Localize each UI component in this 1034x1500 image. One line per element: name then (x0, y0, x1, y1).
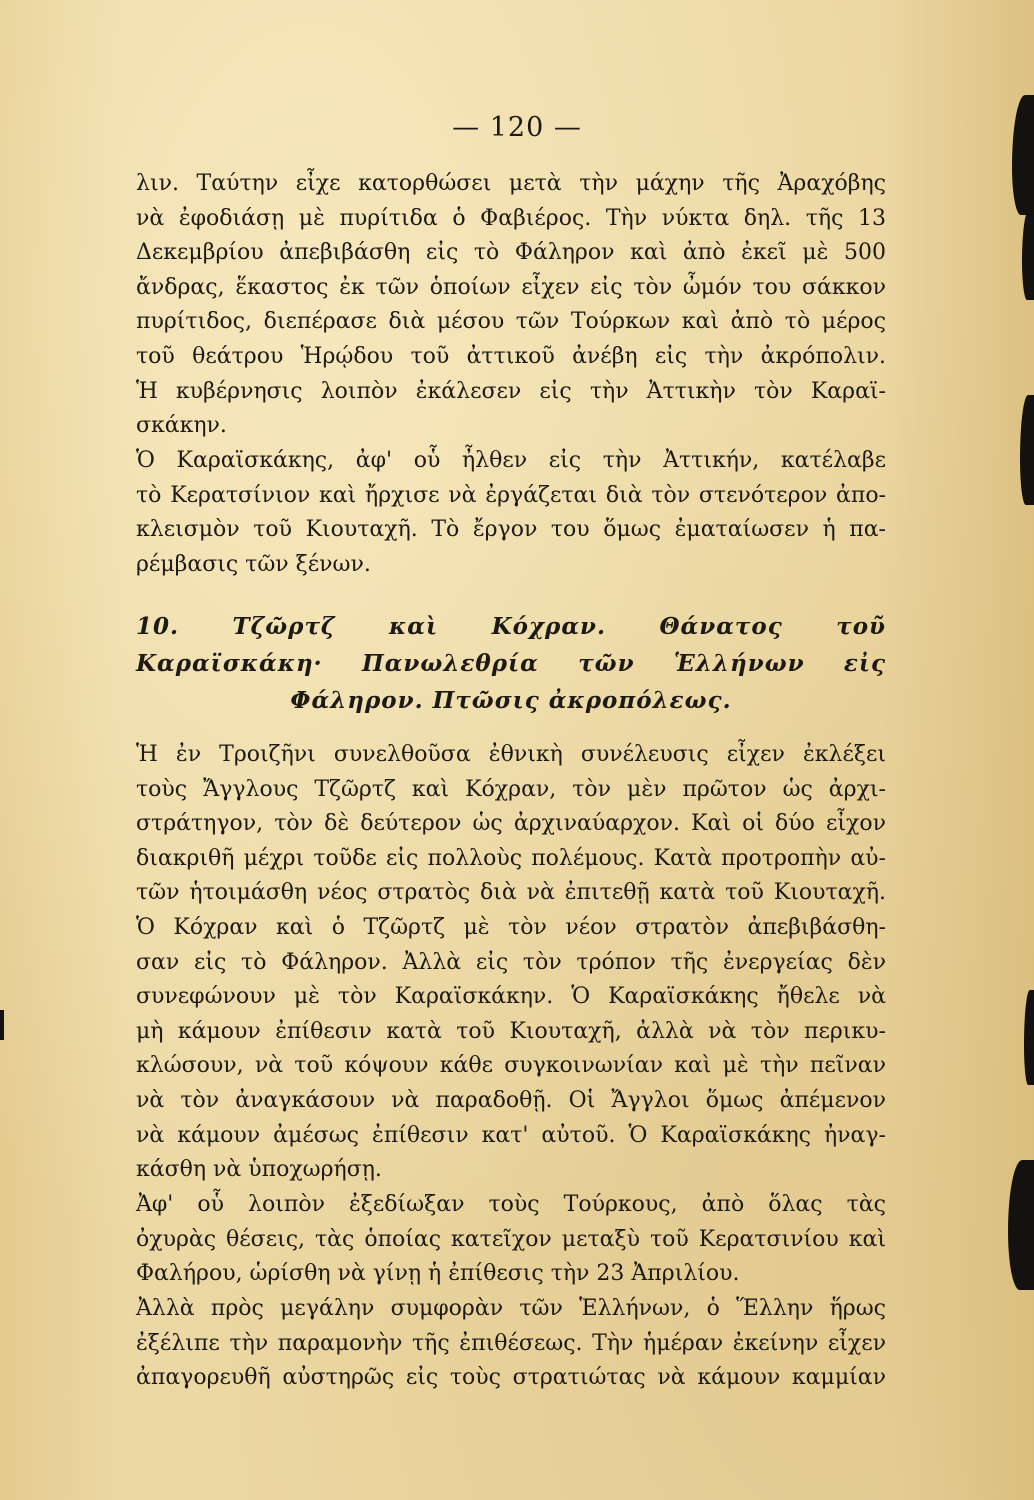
text-line: Δεκεμβρίου ἀπεβιβάσθη εἰς τὸ Φάληρον καὶ ἀπὸ ἐκεῖ μὲ 500 (136, 240, 886, 266)
left-edge-mark (0, 1010, 4, 1040)
paragraph-6 (136, 1292, 886, 1396)
text-line: κλώσουν, νὰ τοῦ κόψουν κάθε συγκοινωνίαν καὶ μὲ τὴν πεῖναν (136, 1053, 886, 1079)
heading-line: Φάληρον. Πτῶσις ἀκροπόλεως. (290, 687, 732, 714)
text-line: νὰ ἐφοδιάσῃ μὲ πυρίτιδα ὁ Φαβιέρος. Τὴν νύκτα δηλ. τῆς 13 (136, 205, 886, 231)
paragraph-4 (136, 911, 886, 1188)
text-line: στράτηγον, τὸν δὲ δεύτερον ὡς ἀρχιναύαρχον. Καὶ οἱ δύο εἶχον (136, 811, 886, 837)
text-line: Ἀφ' οὗ λοιπὸν ἐξεδίωξαν τοὺς Τούρκους, ἀπὸ ὅλας τὰς (136, 1192, 886, 1217)
text-line: σκάκην. (136, 413, 227, 439)
text-line: ὀχυρὰς θέσεις, τὰς ὁποίας κατεῖχον μεταξὺ τοῦ Κερατσινίου καὶ (136, 1226, 886, 1252)
torn-edge-upper (1022, 210, 1034, 300)
text-line: λιν. Ταύτην εἶχε κατορθώσει μετὰ τὴν μάχην τῆς Ἀραχόβης (136, 171, 886, 196)
section-heading (136, 608, 886, 719)
text-line: πυρίτιδος, διεπέρασε διὰ μέσου τῶν Τούρκων καὶ ἀπὸ τὸ μέρος (136, 309, 886, 335)
text-line: Φαλήρου, ὡρίσθη νὰ γίνῃ ἡ ἐπίθεσις τὴν 23 Ἀπριλίου. (136, 1261, 740, 1287)
text-line: κάσθη νὰ ὑποχωρήσῃ. (136, 1157, 382, 1183)
text-line: κλεισμὸν τοῦ Κιουταχῆ. Τὸ ἔργον του ὅμως ἐματαίωσεν ἡ πα- (136, 517, 886, 543)
text-line: τῶν ἡτοιμάσθη νέος στρατὸς διὰ νὰ ἐπιτεθῇ κατὰ τοῦ Κιουταχῆ. (136, 880, 886, 906)
text-line: Ὁ Κόχραν καὶ ὁ Τζῶρτζ μὲ τὸν νέον στρατὸν ἀπεβιβάσθη- (136, 915, 886, 940)
torn-edge-bottom (1008, 1160, 1034, 1290)
text-line: τοῦ θεάτρου Ἡρῴδου τοῦ ἀττικοῦ ἀνέβη εἰς τὴν ἀκρόπολιν. (136, 343, 886, 369)
paragraph-1 (136, 167, 886, 444)
text-line: Ἡ κυβέρνησις λοιπὸν ἐκάλεσεν εἰς τὴν Ἀττικὴν τὸν Καραϊ- (136, 378, 886, 404)
torn-edge-middle (1020, 395, 1034, 505)
text-line: Ἀλλὰ πρὸς μεγάλην συμφορὰν τῶν Ἑλλήνων, ὁ Ἕλλην ἥρως (136, 1296, 886, 1321)
heading-line: 10. Τζῶρτζ καὶ Κόχραν. Θάνατος τοῦ (136, 613, 886, 640)
text-line: ἀπαγορευθῆ αὐστηρῶς εἰς τοὺς στρατιώτας νὰ κάμουν καμμίαν (136, 1365, 886, 1391)
torn-edge-lower (1024, 990, 1034, 1085)
text-line: νὰ τὸν ἀναγκάσουν νὰ παραδοθῇ. Οἱ Ἄγγλοι ὅμως ἀπέμενον (136, 1087, 886, 1113)
page-number: — 120 — (452, 112, 582, 143)
text-line: ρέμβασις τῶν ξένων. (136, 551, 371, 577)
text-line: Ὁ Καραϊσκάκης, ἀφ' οὗ ἦλθεν εἰς τὴν Ἀττικήν, κατέλαβε (136, 448, 886, 473)
text-line: ἐξέλιπε τὴν παραμονὴν τῆς ἐπιθέσεως. Τὴν ἡμέραν ἐκείνην εἶχεν (136, 1330, 886, 1356)
paragraph-5 (136, 1188, 886, 1292)
paragraph-2 (136, 444, 886, 582)
text-line: ἄνδρας, ἕκαστος ἐκ τῶν ὁποίων εἶχεν εἰς τὸν ὦμόν του σάκκον (136, 274, 886, 300)
text-line: νὰ κάμουν ἀμέσως ἐπίθεσιν κατ' αὐτοῦ. Ὁ Καραϊσκάκης ἠναγ- (136, 1122, 886, 1148)
text-line: τοὺς Ἄγγλους Τζῶρτζ καὶ Κόχραν, τὸν μὲν πρῶτον ὡς ἀρχι- (136, 776, 886, 802)
text-line: σαν εἰς τὸ Φάληρον. Ἀλλὰ εἰς τὸν τρόπον τῆς ἐνεργείας δὲν (136, 949, 886, 975)
paragraph-3 (136, 738, 886, 911)
text-line: τὸ Κερατσίνιον καὶ ἤρχισε νὰ ἐργάζεται διὰ τὸν στενότερον ἀπο- (136, 482, 886, 508)
heading-line: Καραϊσκάκη· Πανωλεθρία τῶν Ἑλλήνων εἰς (136, 650, 886, 677)
text-line: διακριθῆ μέχρι τοῦδε εἰς πολλοὺς πολέμους. Κατὰ προτροπὴν αὐ- (136, 845, 886, 871)
text-line: Ἡ ἐν Τροιζῆνι συνελθοῦσα ἐθνικὴ συνέλευσις εἶχεν ἐκλέξει (136, 742, 886, 767)
text-line: μὴ κάμουν ἐπίθεσιν κατὰ τοῦ Κιουταχῆ, ἀλλὰ νὰ τὸν περικυ- (136, 1018, 886, 1044)
text-line: συνεφώνουν μὲ τὸν Καραϊσκάκην. Ὁ Καραϊσκάκης ἤθελε νὰ (136, 984, 886, 1010)
